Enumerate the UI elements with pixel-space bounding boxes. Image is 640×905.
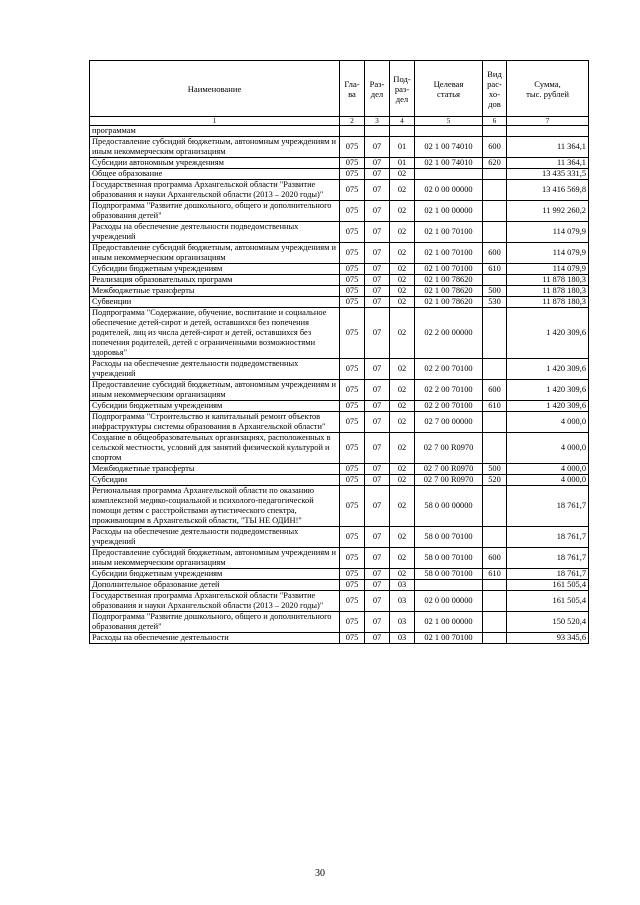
row-chapter: 075 [340,201,365,222]
row-chapter: 075 [340,464,365,475]
table-row [90,591,589,612]
row-section: 07 [365,633,390,644]
row-chapter: 075 [340,612,365,633]
row-name: Субсидии [90,475,340,486]
row-subsection: 02 [390,359,415,380]
row-article: 02 7 00 R0970 [415,475,483,486]
row-sum: 18 761,7 [507,486,589,527]
row-subsection: 01 [390,158,415,169]
row-chapter: 075 [340,580,365,591]
row-name: Региональная программа Архангельской области по оказанию комплексной медико-социальной и психолого-педагогической помощи детям с расстройствами аутистического спектра, проживающим в Архангельской области, "ТЫ НЕ ОДИН!" [90,486,340,527]
row-name: Реализация образовательных программ [90,275,340,286]
row-sum [507,126,589,137]
budget-table-container [89,60,588,644]
row-name: Подпрограмма "Строительство и капитальный ремонт объектов инфраструктуры системы образования в Архангельской области" [90,412,340,433]
row-chapter: 075 [340,401,365,412]
row-subsection: 02 [390,201,415,222]
table-row [90,308,589,359]
row-name: Субсидии бюджетным учреждениям [90,569,340,580]
row-subsection: 02 [390,433,415,464]
row-name: Субсидии автономным учреждениям [90,158,340,169]
row-chapter: 075 [340,308,365,359]
row-expense-type: 600 [483,548,507,569]
row-subsection: 02 [390,180,415,201]
row-article: 02 1 00 74010 [415,158,483,169]
row-section: 07 [365,412,390,433]
row-article: 02 1 00 74010 [415,137,483,158]
row-subsection: 02 [390,297,415,308]
row-name: Субсидии бюджетным учреждениям [90,264,340,275]
row-chapter: 075 [340,633,365,644]
row-expense-type [483,591,507,612]
row-article [415,580,483,591]
row-article: 02 2 00 00000 [415,308,483,359]
row-section: 07 [365,580,390,591]
row-article: 02 1 00 70100 [415,222,483,243]
column-number: 7 [507,117,589,126]
row-subsection: 02 [390,401,415,412]
row-expense-type [483,580,507,591]
row-chapter: 075 [340,380,365,401]
row-article: 58 0 00 70100 [415,569,483,580]
table-row [90,286,589,297]
row-name: Расходы на обеспечение деятельности подведомственных учреждений [90,222,340,243]
row-subsection: 02 [390,486,415,527]
row-article: 02 1 00 78620 [415,297,483,308]
row-section: 07 [365,286,390,297]
row-section: 07 [365,201,390,222]
row-section: 07 [365,264,390,275]
row-expense-type [483,527,507,548]
table-row [90,464,589,475]
row-article: 58 0 00 70100 [415,527,483,548]
row-name: Общее образование [90,169,340,180]
row-sum: 161 505,4 [507,580,589,591]
row-subsection: 01 [390,137,415,158]
row-section: 07 [365,433,390,464]
row-expense-type [483,612,507,633]
header-expense-type: Вид рас- хо- дов [483,61,507,117]
row-name: Создание в общеобразовательных организациях, расположенных в сельской местности, условий для занятий физической культурой и спортом [90,433,340,464]
row-article [415,169,483,180]
row-section: 07 [365,380,390,401]
row-subsection: 02 [390,243,415,264]
table-row [90,180,589,201]
row-section: 07 [365,169,390,180]
row-sum: 18 761,7 [507,548,589,569]
row-section: 07 [365,527,390,548]
row-article: 02 7 00 R0970 [415,433,483,464]
row-section: 07 [365,158,390,169]
row-chapter: 075 [340,569,365,580]
row-chapter: 075 [340,475,365,486]
table-row [90,486,589,527]
table-row [90,201,589,222]
table-row [90,158,589,169]
row-subsection: 03 [390,591,415,612]
row-expense-type: 530 [483,297,507,308]
row-article: 02 1 00 70100 [415,264,483,275]
row-name: Предоставление субсидий бюджетным, автономным учреждениям и иным некоммерческим организациям [90,548,340,569]
row-expense-type: 620 [483,158,507,169]
row-chapter: 075 [340,433,365,464]
table-row [90,412,589,433]
row-subsection: 02 [390,380,415,401]
row-expense-type [483,308,507,359]
row-subsection: 02 [390,412,415,433]
row-expense-type [483,486,507,527]
row-sum: 150 520,4 [507,612,589,633]
row-subsection: 03 [390,612,415,633]
row-subsection: 02 [390,264,415,275]
row-section [365,126,390,137]
row-sum: 1 420 309,6 [507,380,589,401]
row-subsection: 02 [390,569,415,580]
row-article: 02 0 00 00000 [415,591,483,612]
row-chapter: 075 [340,169,365,180]
row-chapter: 075 [340,412,365,433]
column-number: 5 [415,117,483,126]
row-sum: 18 761,7 [507,569,589,580]
row-article: 02 1 00 00000 [415,612,483,633]
row-section: 07 [365,591,390,612]
row-article: 02 2 00 70100 [415,401,483,412]
page-number: 30 [315,868,325,879]
row-expense-type [483,180,507,201]
row-section: 07 [365,308,390,359]
row-expense-type [483,359,507,380]
row-article: 02 1 00 70100 [415,243,483,264]
column-number: 6 [483,117,507,126]
row-section: 07 [365,297,390,308]
row-expense-type: 520 [483,475,507,486]
row-chapter: 075 [340,527,365,548]
row-name: Расходы на обеспечение деятельности подведомственных учреждений [90,359,340,380]
table-body [90,126,589,644]
row-expense-type: 610 [483,569,507,580]
row-sum: 18 761,7 [507,527,589,548]
row-subsection: 02 [390,527,415,548]
row-expense-type [483,633,507,644]
row-name: Подпрограмма "Содержание, обучение, воспитание и социальное обеспечение детей-сирот и детей, оставшихся без попечения родителей, лиц из числа детей-сирот и детей, оставшихся без попечения родителей, детей с ограниченными возможностями здоровья" [90,308,340,359]
row-chapter: 075 [340,264,365,275]
row-expense-type [483,126,507,137]
row-article: 58 0 00 00000 [415,486,483,527]
table-row [90,126,589,137]
column-number: 1 [90,117,340,126]
header-article: Целевая статья [415,61,483,117]
row-sum: 11 878 180,3 [507,286,589,297]
row-sum: 114 079,9 [507,243,589,264]
row-sum: 4 000,0 [507,464,589,475]
header-name: Наименование [90,61,340,117]
row-expense-type [483,201,507,222]
row-sum: 4 000,0 [507,475,589,486]
row-section: 07 [365,180,390,201]
row-section: 07 [365,486,390,527]
table-row [90,297,589,308]
row-name: Предоставление субсидий бюджетным, автономным учреждениям и иным некоммерческим организациям [90,380,340,401]
row-expense-type [483,433,507,464]
row-name: Субсидии бюджетным учреждениям [90,401,340,412]
row-expense-type [483,222,507,243]
row-expense-type: 500 [483,464,507,475]
row-expense-type: 500 [483,286,507,297]
row-sum: 11 878 180,3 [507,297,589,308]
row-article: 02 1 00 78620 [415,275,483,286]
row-article: 02 0 00 00000 [415,180,483,201]
row-chapter: 075 [340,486,365,527]
table-row [90,137,589,158]
row-section: 07 [365,464,390,475]
row-subsection: 02 [390,286,415,297]
row-name: Дополнительное образование детей [90,580,340,591]
table-row [90,222,589,243]
row-sum: 93 345,6 [507,633,589,644]
row-sum: 11 992 260,2 [507,201,589,222]
row-section: 07 [365,475,390,486]
row-article [415,126,483,137]
row-name: Подпрограмма "Развитие дошкольного, общего и дополнительного образования детей" [90,612,340,633]
row-section: 07 [365,222,390,243]
row-article: 02 7 00 R0970 [415,464,483,475]
row-name: программам [90,126,340,137]
header-chapter: Гла- ва [340,61,365,117]
row-subsection: 02 [390,475,415,486]
row-sum: 4 000,0 [507,433,589,464]
row-expense-type: 600 [483,137,507,158]
row-chapter: 075 [340,180,365,201]
row-subsection: 02 [390,169,415,180]
column-number: 2 [340,117,365,126]
row-subsection: 02 [390,464,415,475]
row-subsection [390,126,415,137]
row-name: Предоставление субсидий бюджетным, автономным учреждениям и иным некоммерческим организациям [90,243,340,264]
row-section: 07 [365,548,390,569]
row-section: 07 [365,359,390,380]
row-sum: 13 416 569,8 [507,180,589,201]
row-chapter [340,126,365,137]
row-name: Межбюджетные трансферты [90,286,340,297]
row-expense-type [483,412,507,433]
column-number: 4 [390,117,415,126]
column-number: 3 [365,117,390,126]
row-section: 07 [365,569,390,580]
row-chapter: 075 [340,158,365,169]
table-row [90,401,589,412]
table-row [90,548,589,569]
row-sum: 161 505,4 [507,591,589,612]
row-subsection: 02 [390,308,415,359]
row-article: 02 1 00 70100 [415,633,483,644]
table-row [90,275,589,286]
table-row [90,264,589,275]
table-row [90,527,589,548]
row-section: 07 [365,401,390,412]
row-expense-type: 600 [483,243,507,264]
row-sum: 11 364,1 [507,158,589,169]
row-article: 58 0 00 70100 [415,548,483,569]
row-sum: 114 079,9 [507,264,589,275]
table-row [90,169,589,180]
row-chapter: 075 [340,359,365,380]
row-sum: 13 435 331,5 [507,169,589,180]
row-chapter: 075 [340,297,365,308]
row-name: Государственная программа Архангельской области "Развитие образования и науки Архангельской области (2013 – 2020 годы)" [90,180,340,201]
table-row [90,243,589,264]
row-expense-type [483,169,507,180]
row-chapter: 075 [340,137,365,158]
row-expense-type: 610 [483,401,507,412]
row-section: 07 [365,612,390,633]
row-name: Подпрограмма "Развитие дошкольного, общего и дополнительного образования детей" [90,201,340,222]
row-article: 02 2 00 70100 [415,359,483,380]
row-name: Расходы на обеспечение деятельности [90,633,340,644]
row-subsection: 02 [390,275,415,286]
table-row [90,380,589,401]
header-sum: Сумма, тыс. рублей [507,61,589,117]
row-chapter: 075 [340,275,365,286]
row-section: 07 [365,243,390,264]
row-section: 07 [365,137,390,158]
row-sum: 114 079,9 [507,222,589,243]
row-subsection: 03 [390,633,415,644]
row-chapter: 075 [340,243,365,264]
row-sum: 11 878 180,3 [507,275,589,286]
row-article: 02 2 00 70100 [415,380,483,401]
row-sum: 4 000,0 [507,412,589,433]
row-sum: 1 420 309,6 [507,359,589,380]
row-article: 02 1 00 78620 [415,286,483,297]
table-row [90,569,589,580]
row-chapter: 075 [340,222,365,243]
row-section: 07 [365,275,390,286]
column-number-row [90,117,589,126]
row-subsection: 03 [390,580,415,591]
row-article: 02 7 00 00000 [415,412,483,433]
budget-table [89,60,589,644]
row-sum: 11 364,1 [507,137,589,158]
row-expense-type [483,275,507,286]
row-sum: 1 420 309,6 [507,401,589,412]
row-name: Государственная программа Архангельской области "Развитие образования и науки Архангельской области (2013 – 2020 годы)" [90,591,340,612]
row-name: Предоставление субсидий бюджетным, автономным учреждениям и иным некоммерческим организациям [90,137,340,158]
row-article: 02 1 00 00000 [415,201,483,222]
row-sum: 1 420 309,6 [507,308,589,359]
row-expense-type: 610 [483,264,507,275]
row-chapter: 075 [340,286,365,297]
row-name: Расходы на обеспечение деятельности подведомственных учреждений [90,527,340,548]
table-row [90,433,589,464]
row-name: Межбюджетные трансферты [90,464,340,475]
row-chapter: 075 [340,591,365,612]
table-row [90,612,589,633]
table-row [90,475,589,486]
row-name: Субвенции [90,297,340,308]
table-row [90,633,589,644]
row-chapter: 075 [340,548,365,569]
header-subsection: Под- раз- дел [390,61,415,117]
row-subsection: 02 [390,222,415,243]
row-subsection: 02 [390,548,415,569]
row-expense-type: 600 [483,380,507,401]
header-row [90,61,589,117]
table-row [90,580,589,591]
table-row [90,359,589,380]
header-section: Раз- дел [365,61,390,117]
